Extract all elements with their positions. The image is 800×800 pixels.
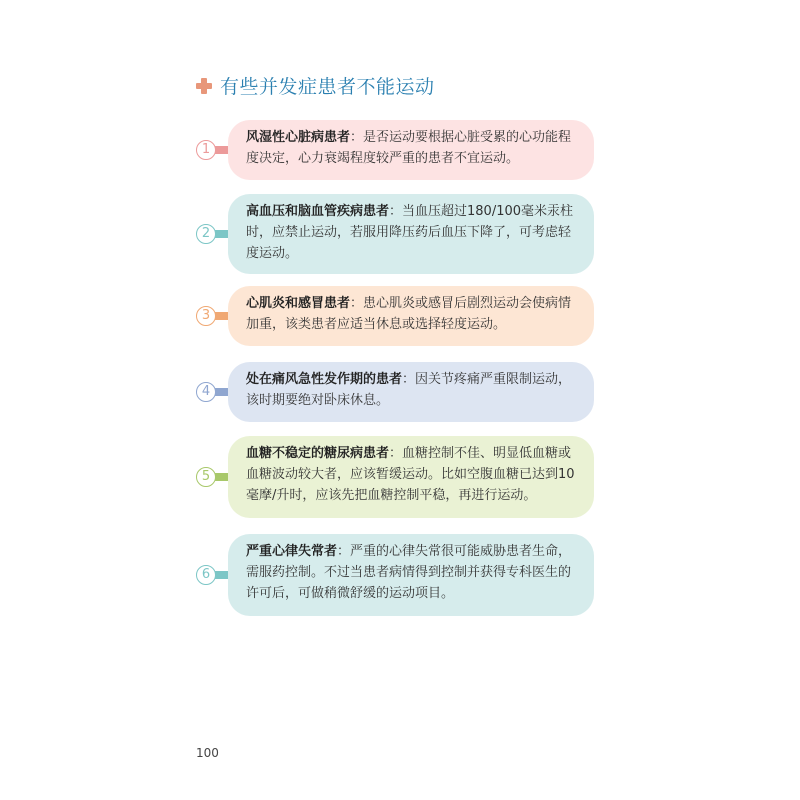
item-number: 5 xyxy=(196,467,216,487)
item-text: ：严重的心律失常很可能威胁患者生命，需服药控制。不过当患者病情得到控制并获得专科医生的许可后，可做稍微舒缓的运动项目。 xyxy=(246,544,572,601)
item-number: 6 xyxy=(196,565,216,585)
complication-item-3 xyxy=(196,286,594,346)
item-term: 高血压和脑血管疾病患者 xyxy=(246,204,390,219)
complication-item-2 xyxy=(196,194,594,274)
item-text: ：血糖控制不佳、明显低血糖或血糖波动较大者，应该暂缓运动。比如空腹血糖已达到10毫摩/升时，应该先把血糖控制平稳，再进行运动。 xyxy=(246,446,575,503)
item-text: ：患心肌炎或感冒后剧烈运动会使病情加重，该类患者应适当休息或选择轻度运动。 xyxy=(246,296,572,332)
item-text: ：当血压超过180/100毫米汞柱时，应禁止运动，若服用降压药后血压下降了，可考虑轻度运动。 xyxy=(246,204,574,261)
item-text: ：因关节疼痛严重限制运动，该时期要绝对卧床休息。 xyxy=(246,372,572,408)
item-term: 风湿性心脏病患者 xyxy=(246,130,351,145)
item-term: 处在痛风急性发作期的患者 xyxy=(246,372,403,387)
item-text: ：是否运动要根据心脏受累的心功能程度决定，心力衰竭程度较严重的患者不宜运动。 xyxy=(246,130,572,166)
item-bubble xyxy=(228,120,594,180)
item-number: 2 xyxy=(196,224,216,244)
item-bubble xyxy=(228,194,594,274)
complication-item-1 xyxy=(196,120,594,180)
complication-item-6 xyxy=(196,534,594,616)
item-term: 血糖不稳定的糖尿病患者 xyxy=(246,446,390,461)
item-term: 严重心律失常者 xyxy=(246,544,338,559)
item-term: 心肌炎和感冒患者 xyxy=(246,296,351,311)
complication-item-5 xyxy=(196,436,594,518)
item-bubble xyxy=(228,436,594,518)
item-number: 3 xyxy=(196,306,216,326)
item-number: 1 xyxy=(196,140,216,160)
section-heading xyxy=(196,72,435,99)
item-bubble xyxy=(228,534,594,616)
plus-icon xyxy=(196,78,212,94)
page-number: 100 xyxy=(196,746,219,760)
complication-item-4 xyxy=(196,362,594,422)
section-title: 有些并发症患者不能运动 xyxy=(220,76,435,98)
item-bubble xyxy=(228,286,594,346)
item-bubble xyxy=(228,362,594,422)
item-number: 4 xyxy=(196,382,216,402)
